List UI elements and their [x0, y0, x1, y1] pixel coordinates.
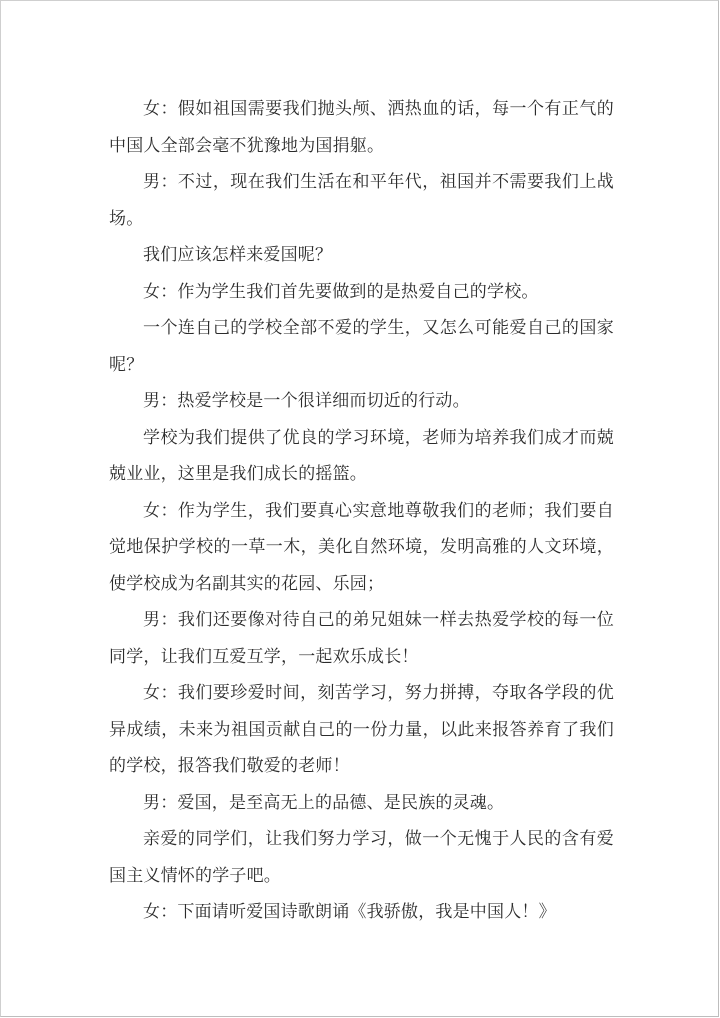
paragraph: 男：热爱学校是一个很详细而切近的行动。	[143, 391, 470, 411]
paragraph: 女：作为学生我们首先要做到的是热爱自己的学校。	[143, 281, 539, 302]
paragraph: 一个连自己的学校全部不爱的学生，又怎么可能爱自己的国家呢？	[109, 318, 614, 375]
paragraph: 女：假如祖国需要我们抛头颅、洒热血的话，每一个有正气的中国人全部会毫不犹豫地为国捐躯。	[109, 99, 614, 156]
paragraph: 男：我们还要像对待自己的弟兄姐妹一样去热爱学校的每一位同学，让我们互爱互学，一起欢乐成长！	[109, 610, 614, 667]
paragraph: 女：下面请听爱国诗歌朗诵《我骄傲，我是中国人！》	[143, 902, 556, 922]
paragraph: 男：不过，现在我们生活在和平年代，祖国并不需要我们上战场。	[109, 172, 614, 229]
paragraph: 女：我们要珍爱时间，刻苦学习，努力拼搏，夺取各学段的优异成绩，未来为祖国贡献自己的一份力量，以此来报答养育了我们的学校，报答我们敬爱的老师！	[109, 683, 614, 776]
paragraph: 我们应该怎样来爱国呢？	[143, 245, 333, 265]
paragraph: 男：爱国，是至高无上的品德、是民族的灵魂。	[143, 792, 505, 813]
paragraph: 女：作为学生，我们要真心实意地尊敬我们的老师；我们要自觉地保护学校的一草一木，美化自然环境，发明高雅的人文环境，使学校成为名副其实的花园、乐园；	[109, 500, 614, 594]
paragraph: 学校为我们提供了优良的学习环境，老师为培养我们成才而兢兢业业，这里是我们成长的摇篮。	[109, 427, 614, 484]
paragraph: 亲爱的同学们，让我们努力学习，做一个无愧于人民的含有爱国主义情怀的学子吧。	[109, 829, 614, 886]
document-body	[109, 91, 614, 931]
